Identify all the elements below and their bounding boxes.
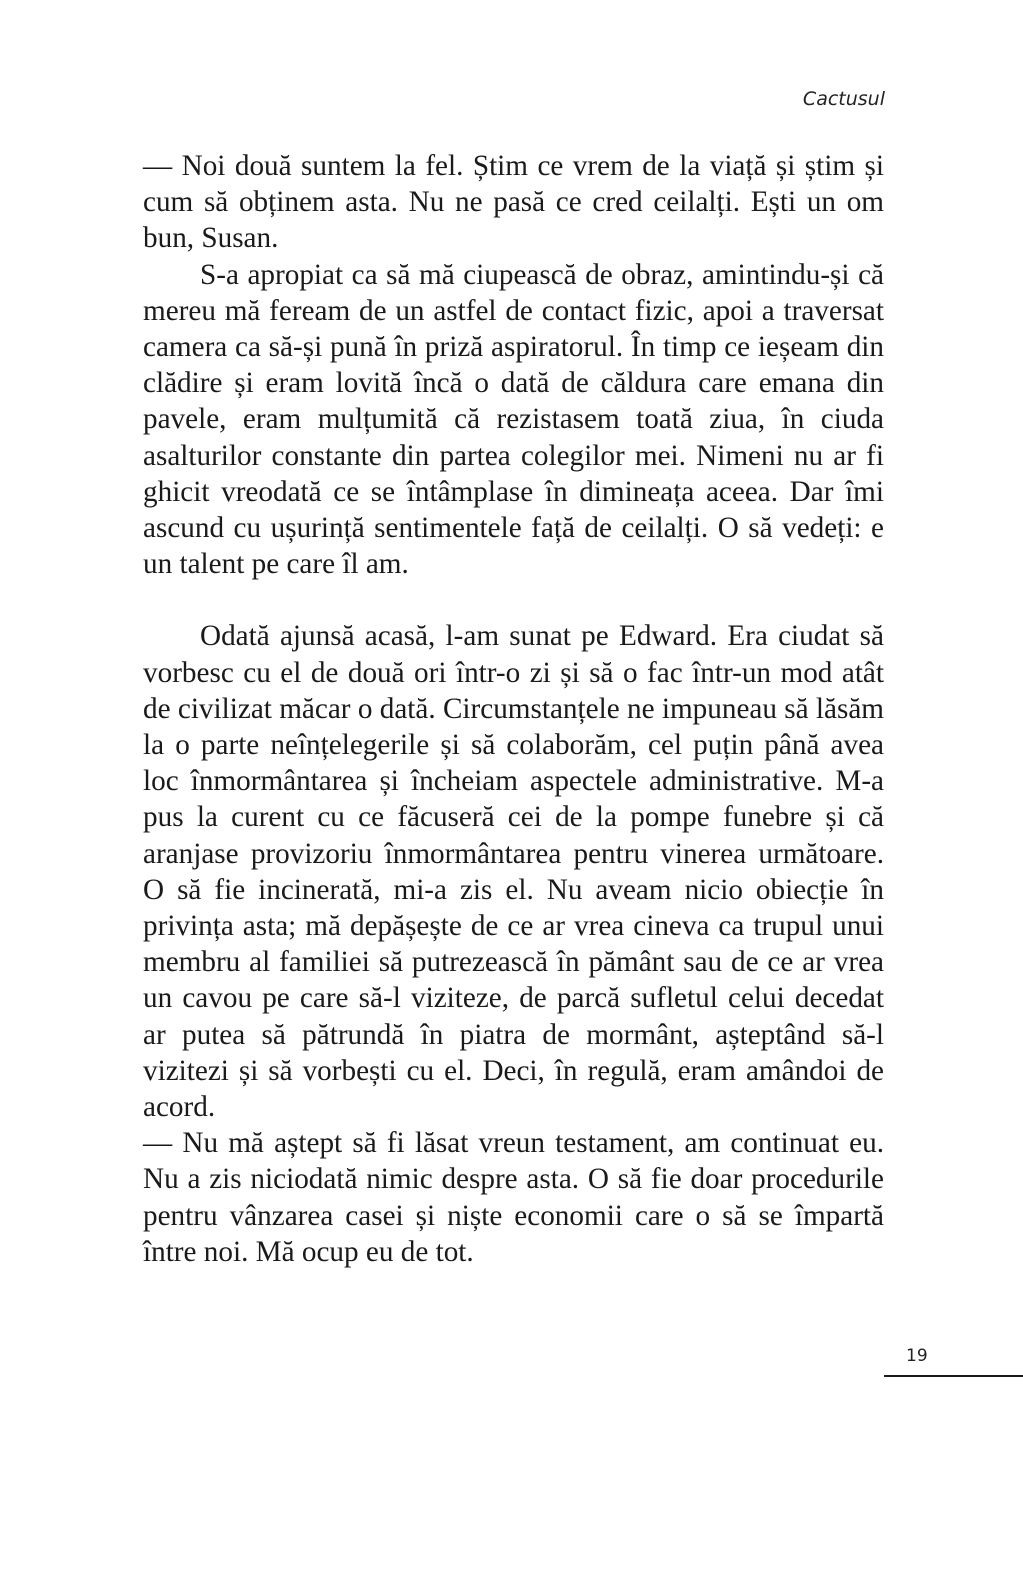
page-number: 19: [906, 1346, 928, 1366]
paragraph-narration-1: S-a apropiat ca să mă ciupească de obraz, amintindu-și că mereu mă feream de un astfel de contact fizic, apoi a traversat camera ca să-și pună în priză aspiratorul. În timp ce ieșeam din clădire și eram lovită încă o dată de căldura care emana din pavele, eram mulțumită că rezistasem toată ziua, în ciuda asalturilor constante din partea colegilor mei. Nimeni nu ar fi ghicit vreodată ce se întâmplase în dimineața aceea. Dar îmi ascund cu ușurință sentimentele față de ceilalți. O să vedeți: e un talent pe care îl am.: [143, 258, 884, 581]
paragraph-dialogue-opening: — Noi două suntem la fel. Știm ce vrem de la viață și știm și cum să obținem asta. Nu ne pasă ce cred ceilalți. Ești un om bun, Susan.: [143, 150, 884, 255]
page-number-rule: [884, 1375, 1023, 1377]
book-text: [143, 148, 884, 1270]
paragraph-dialogue-closing: — Nu mă aștept să fi lăsat vreun testament, am continuat eu. Nu a zis niciodată nimic despre asta. O să fie doar procedurile pentru vânzarea casei și niște economii care o să se împartă între noi. Mă ocup eu de tot.: [143, 1127, 884, 1268]
paragraph-narration-2: Odată ajunsă acasă, l-am sunat pe Edward. Era ciudat să vorbesc cu el de două ori într-o zi și să o fac într-un mod atât de civilizat măcar o dată. Circumstanțele ne impuneau să lăsăm la o parte neînțelegerile și să colaborăm, cel puțin până avea loc înmormântarea și încheiam aspectele administrative. M-a pus la curent cu ce făcuseră cei de la pompe funebre și că aranjase provizoriu înmormântarea pentru vinerea următoare. O să fie incinerată, mi-a zis el. Nu aveam nicio obiecție în privința asta; mă depășește de ce ar vrea cineva ca trupul unui membru al familiei să putrezească în pământ sau de ce ar vrea un cavou pe care să-l viziteze, de parcă sufletul celui decedat ar putea să pătrundă în piatra de mormânt, așteptând să-l vizitezi și să vorbești cu el. Deci, în regulă, eram amândoi de acord.: [143, 620, 884, 1124]
running-header: Cactusul: [802, 88, 885, 110]
